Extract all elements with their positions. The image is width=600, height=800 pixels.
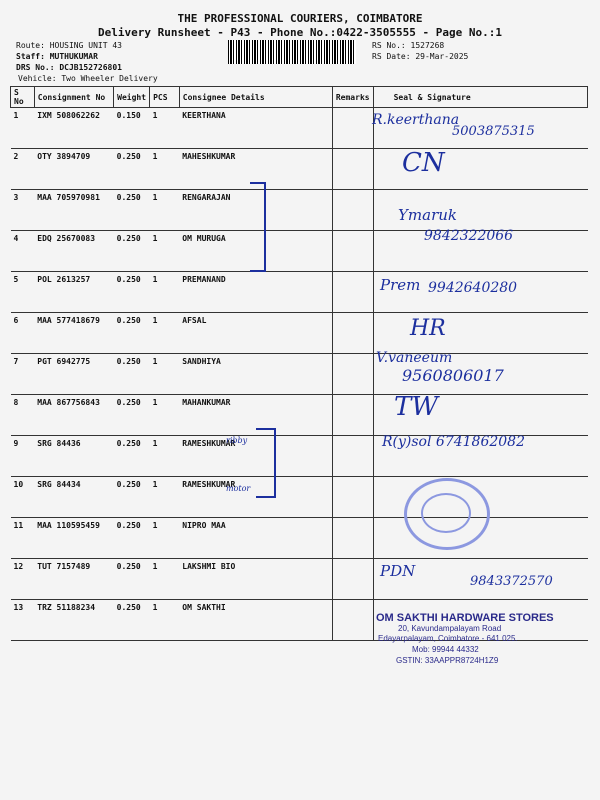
cell-consignee: KEERTHANA bbox=[179, 108, 332, 149]
cell-remarks bbox=[332, 436, 373, 477]
signature-row-5: Prem bbox=[380, 276, 421, 294]
cell-weight: 0.250 bbox=[114, 518, 150, 559]
cell-consignment: TUT 7157489 bbox=[34, 559, 113, 600]
cell-consignment: SRG 84434 bbox=[34, 477, 113, 518]
cell-sno: 6 bbox=[11, 313, 35, 354]
cell-weight: 0.250 bbox=[114, 436, 150, 477]
cell-remarks bbox=[332, 149, 373, 190]
cell-pcs: 1 bbox=[150, 436, 180, 477]
cell-consignment: MAA 577418679 bbox=[34, 313, 113, 354]
cell-sno: 3 bbox=[11, 190, 35, 231]
signature-row-4-number: 9842322066 bbox=[424, 228, 514, 244]
signature-row-6: HR bbox=[410, 316, 446, 341]
cell-consignee: SANDHIYA bbox=[179, 354, 332, 395]
cell-weight: 0.250 bbox=[114, 354, 150, 395]
runsheet-table bbox=[10, 86, 588, 641]
cell-weight: 0.250 bbox=[114, 313, 150, 354]
cell-pcs: 1 bbox=[150, 108, 180, 149]
cell-consignee: NIPRO MAA bbox=[179, 518, 332, 559]
cell-remarks bbox=[332, 559, 373, 600]
col-header-signature: Seal & Signature bbox=[373, 87, 587, 108]
col-header-remarks: Remarks bbox=[332, 87, 373, 108]
col-header-pcs: PCS bbox=[150, 87, 180, 108]
cell-consignment: OTY 3894709 bbox=[34, 149, 113, 190]
rs-number: RS No.: 1527268 bbox=[372, 41, 445, 50]
cell-pcs: 1 bbox=[150, 149, 180, 190]
signature-row-1: R.keerthana bbox=[372, 112, 460, 128]
cell-consignment: IXM 508062262 bbox=[34, 108, 113, 149]
table-row bbox=[11, 190, 588, 231]
note-row-10: motor bbox=[226, 484, 251, 493]
table-row bbox=[11, 477, 588, 518]
round-seal-stamp bbox=[404, 478, 490, 550]
cell-weight: 0.250 bbox=[114, 231, 150, 272]
cell-consignee: OM SAKTHI bbox=[179, 600, 332, 641]
cell-consignment: MAA 705970981 bbox=[34, 190, 113, 231]
cell-remarks bbox=[332, 272, 373, 313]
cell-sno: 1 bbox=[11, 108, 35, 149]
cell-consignee: PREMANAND bbox=[179, 272, 332, 313]
cell-pcs: 1 bbox=[150, 313, 180, 354]
cell-weight: 0.250 bbox=[114, 149, 150, 190]
cell-consignment: SRG 84436 bbox=[34, 436, 113, 477]
table-row bbox=[11, 149, 588, 190]
cell-sno: 13 bbox=[11, 600, 35, 641]
cell-weight: 0.150 bbox=[114, 108, 150, 149]
cell-remarks bbox=[332, 313, 373, 354]
cell-pcs: 1 bbox=[150, 231, 180, 272]
col-header-sno: S No bbox=[11, 87, 35, 108]
col-header-weight: Weight bbox=[114, 87, 150, 108]
runsheet-subtitle: Delivery Runsheet - P43 - Phone No.:0422-3505555 - Page No.:1 bbox=[98, 26, 502, 39]
cell-consignment: PGT 6942775 bbox=[34, 354, 113, 395]
cell-sno: 4 bbox=[11, 231, 35, 272]
cell-consignee: MAHANKUMAR bbox=[179, 395, 332, 436]
cell-weight: 0.250 bbox=[114, 600, 150, 641]
col-header-consignee: Consignee Details bbox=[179, 87, 332, 108]
bracket-rows-9-10 bbox=[256, 428, 276, 498]
cell-sno: 5 bbox=[11, 272, 35, 313]
cell-remarks bbox=[332, 354, 373, 395]
cell-sno: 8 bbox=[11, 395, 35, 436]
signature-row-1-number: 5003875315 bbox=[452, 124, 535, 139]
table-row bbox=[11, 518, 588, 559]
cell-pcs: 1 bbox=[150, 600, 180, 641]
cell-sno: 2 bbox=[11, 149, 35, 190]
drs-label: DRS No.: DCJB152726801 bbox=[16, 63, 122, 72]
cell-remarks bbox=[332, 518, 373, 559]
cell-consignee: AFSAL bbox=[179, 313, 332, 354]
table-row bbox=[11, 395, 588, 436]
note-row-9: ribby bbox=[226, 436, 248, 445]
signature-row-5-number: 9942640280 bbox=[428, 280, 518, 296]
cell-remarks bbox=[332, 477, 373, 518]
shop-stamp-mobile: Mob: 99944 44332 bbox=[412, 645, 479, 654]
cell-pcs: 1 bbox=[150, 190, 180, 231]
table-row bbox=[11, 313, 588, 354]
shop-stamp-city: Edayarpalayam, Coimbatore - 641 025. bbox=[378, 634, 518, 643]
cell-consignment: EDQ 25670083 bbox=[34, 231, 113, 272]
cell-sno: 9 bbox=[11, 436, 35, 477]
cell-remarks bbox=[332, 231, 373, 272]
cell-remarks bbox=[332, 395, 373, 436]
cell-consignee: MAHESHKUMAR bbox=[179, 149, 332, 190]
cell-pcs: 1 bbox=[150, 518, 180, 559]
cell-consignee: RENGARAJAN bbox=[179, 190, 332, 231]
signature-row-7-number: 9560806017 bbox=[402, 366, 504, 385]
vehicle-label: Vehicle: Two Wheeler Delivery bbox=[18, 74, 158, 83]
cell-weight: 0.250 bbox=[114, 395, 150, 436]
cell-weight: 0.250 bbox=[114, 477, 150, 518]
table-header-row bbox=[11, 87, 588, 108]
signature-row-7: V.vaneeum bbox=[376, 350, 453, 366]
cell-sno: 12 bbox=[11, 559, 35, 600]
route-label: Route: HOUSING UNIT 43 bbox=[16, 41, 122, 50]
cell-pcs: 1 bbox=[150, 272, 180, 313]
signature-row-9: R(y)sol 6741862082 bbox=[382, 434, 525, 450]
bracket-rows-3-4 bbox=[250, 182, 266, 272]
cell-consignment: TRZ 51188234 bbox=[34, 600, 113, 641]
cell-sno: 11 bbox=[11, 518, 35, 559]
cell-pcs: 1 bbox=[150, 559, 180, 600]
cell-consignment: POL 2613257 bbox=[34, 272, 113, 313]
signature-row-12-number: 9843372570 bbox=[470, 574, 553, 589]
shop-stamp-gstin: GSTIN: 33AAPPR8724H1Z9 bbox=[396, 656, 499, 665]
cell-remarks bbox=[332, 190, 373, 231]
cell-weight: 0.250 bbox=[114, 272, 150, 313]
cell-consignment: MAA 867756843 bbox=[34, 395, 113, 436]
signature-row-8: TW bbox=[394, 392, 439, 422]
cell-consignee: RAMESHKUMAR bbox=[179, 477, 332, 518]
cell-pcs: 1 bbox=[150, 354, 180, 395]
signature-row-12: PDN bbox=[380, 562, 416, 580]
cell-signature bbox=[373, 313, 587, 354]
col-header-consignment: Consignment No bbox=[34, 87, 113, 108]
signature-row-4: Ymaruk bbox=[398, 206, 457, 224]
rs-date: RS Date: 29-Mar-2025 bbox=[372, 52, 469, 61]
cell-remarks bbox=[332, 600, 373, 641]
cell-remarks bbox=[332, 108, 373, 149]
cell-sno: 10 bbox=[11, 477, 35, 518]
barcode bbox=[228, 40, 356, 64]
shop-stamp-name: OM SAKTHI HARDWARE STORES bbox=[376, 612, 554, 624]
cell-sno: 7 bbox=[11, 354, 35, 395]
cell-consignee: RAMESHKUMAR bbox=[179, 436, 332, 477]
cell-pcs: 1 bbox=[150, 395, 180, 436]
staff-label: Staff: MUTHUKUMAR bbox=[16, 52, 98, 61]
cell-consignee: OM MURUGA bbox=[179, 231, 332, 272]
cell-weight: 0.250 bbox=[114, 559, 150, 600]
cell-consignment: MAA 110595459 bbox=[34, 518, 113, 559]
cell-pcs: 1 bbox=[150, 477, 180, 518]
company-title: THE PROFESSIONAL COURIERS, COIMBATORE bbox=[177, 12, 423, 25]
shop-stamp-address: 20, Kavundampalayam Road bbox=[398, 624, 502, 633]
signature-row-2: CN bbox=[402, 148, 445, 178]
cell-consignee: LAKSHMI BIO bbox=[179, 559, 332, 600]
cell-weight: 0.250 bbox=[114, 190, 150, 231]
